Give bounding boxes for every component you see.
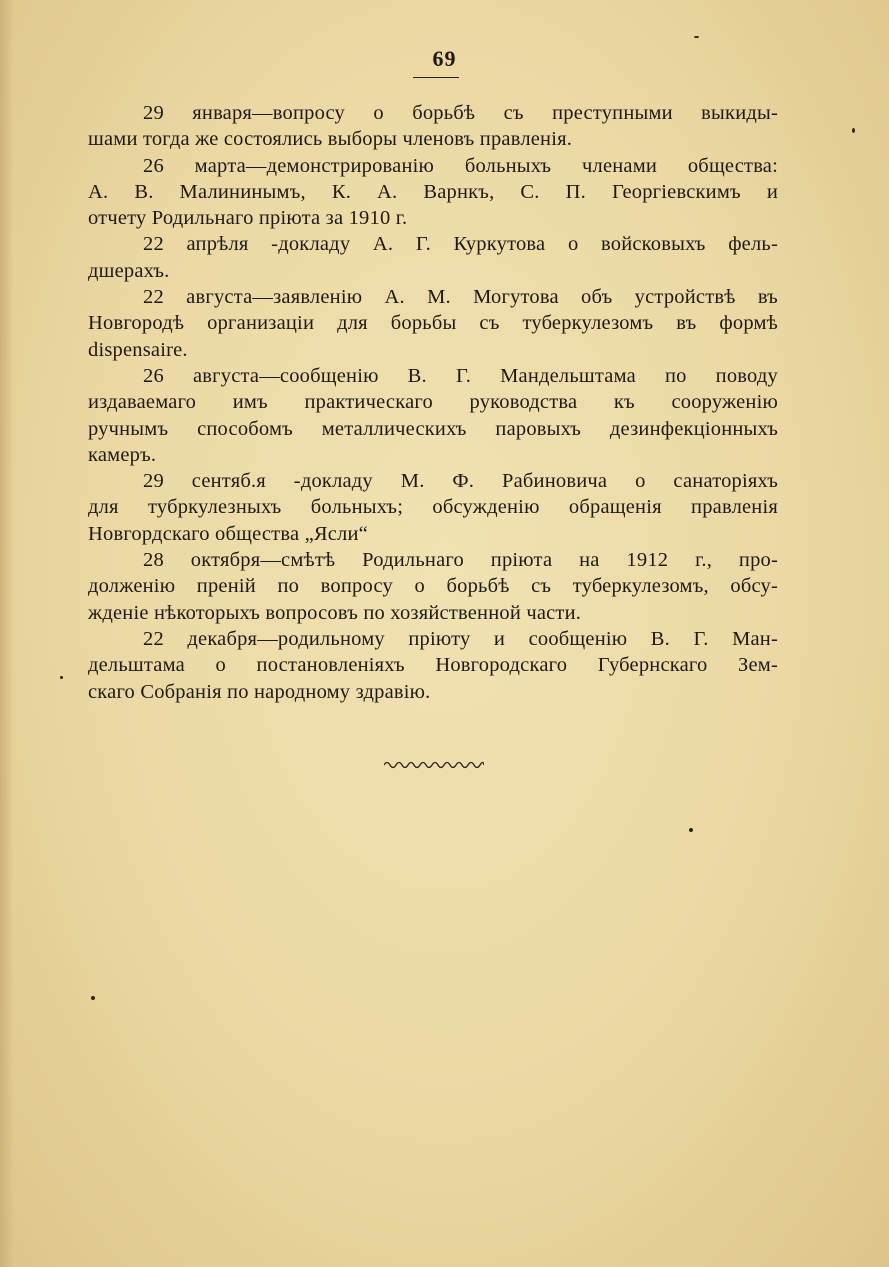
paragraph: [88, 363, 778, 468]
text-line: для тубркулезныхъ больныхъ; обсужденію обращенія правленія: [88, 496, 778, 519]
paragraph: [88, 100, 778, 153]
page-edge-shadow: [0, 0, 14, 1267]
text-line: Новгордскаго общества „Ясли“: [88, 522, 368, 545]
paragraph: [88, 153, 778, 232]
wavy-line-ornament: [384, 763, 484, 768]
paragraph: [88, 231, 778, 284]
text-line: ручнымъ способомъ металлическихъ паровыхъ дезинфекціонныхъ: [88, 417, 778, 440]
text-line: 22 августа—заявленію А. М. Могутова объ устройствѣ въ: [143, 286, 778, 309]
text-line: 28 октября—смѣтѣ Родильнаго пріюта на 1912 г., про-: [143, 549, 778, 572]
text-line: скаго Собранія по народному здравію.: [88, 680, 431, 703]
text-line: 29 января—вопросу о борьбѣ съ преступными выкиды-: [143, 102, 778, 124]
paragraph: [88, 547, 778, 626]
paragraph: [88, 284, 778, 363]
ink-speck: [689, 828, 693, 832]
text-line: дшерахъ.: [88, 259, 170, 282]
page-number: 69: [432, 46, 457, 71]
paragraph: [88, 626, 778, 705]
ink-speck: [694, 36, 699, 38]
text-line: 26 августа—сообщенію В. Г. Мандельштама по поводу: [143, 364, 778, 387]
text-line: 26 марта—демонстрированію больныхъ членами общества:: [143, 154, 778, 177]
text-line: отчету Родильнаго пріюта за 1910 г.: [88, 207, 408, 230]
text-line: долженію преній по вопросу о борьбѣ съ туберкулезомъ, обсу-: [88, 575, 778, 598]
ink-speck: [852, 128, 855, 133]
text-line: дельштама о постановленіяхъ Новгородскаго Губернскаго Зем-: [88, 654, 778, 677]
text-line: шами тогда же состоялись выборы членовъ правленія.: [88, 128, 573, 151]
paragraph: [88, 468, 778, 547]
text-line: 22 декабря—родильному пріюту и сообщенію В. Г. Ман-: [143, 627, 778, 650]
text-line: dispensaire.: [88, 338, 188, 361]
closing-ornament: [384, 758, 484, 772]
body-text: [88, 100, 778, 705]
text-line: издаваемаго имъ практическаго руководства къ сооруженію: [88, 391, 778, 414]
text-line: камеръ.: [88, 443, 157, 466]
text-line: 22 апрѣля -докладу А. Г. Куркутова о войсковыхъ фель-: [143, 233, 778, 256]
ink-speck: [60, 676, 63, 679]
page-number-underline: [413, 77, 459, 78]
ink-speck: [91, 996, 95, 1000]
text-line: 29 сентяб.я -докладу М. Ф. Рабиновича о санаторіяхъ: [143, 470, 778, 493]
text-line: Новгородѣ организаціи для борьбы съ туберкулезомъ въ формѣ: [88, 312, 778, 335]
text-line: А. В. Малининымъ, К. А. Варнкъ, С. П. Георгіевскимъ и: [88, 180, 778, 203]
text-line: жденіе нѣкоторыхъ вопросовъ по хозяйственной части.: [88, 601, 582, 624]
